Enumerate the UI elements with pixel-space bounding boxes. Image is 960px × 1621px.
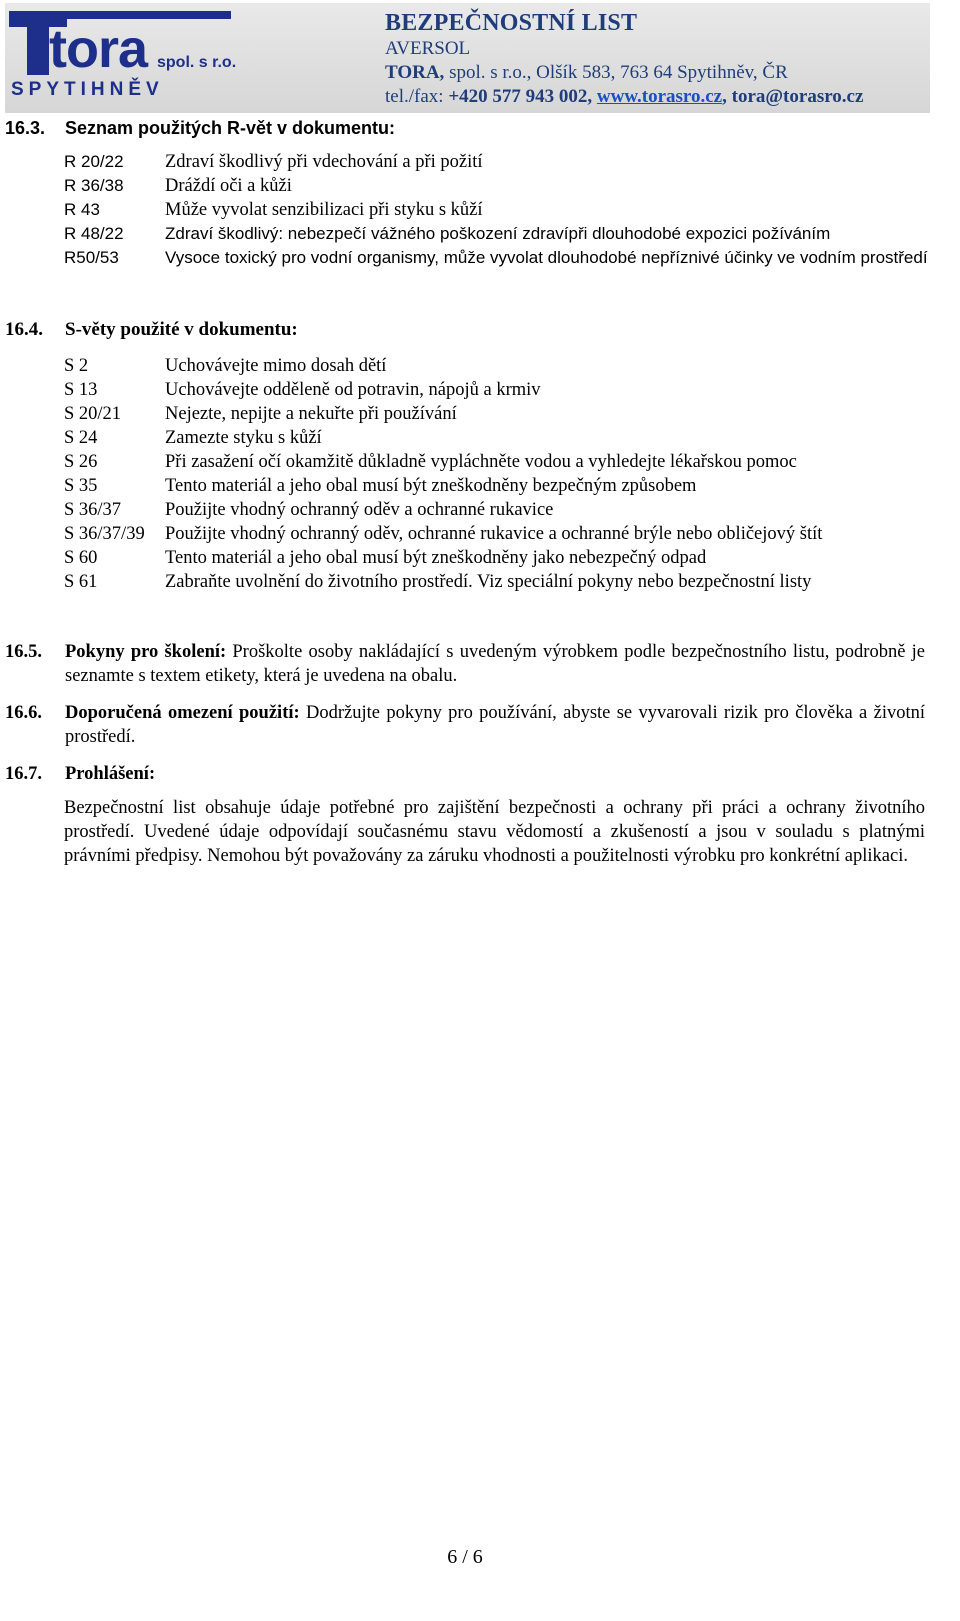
declaration-text: Bezpečnostní list obsahuje údaje potřebné pro zajištění bezpečnosti a ochrany při práci a ochrany životního prostředí. Uvedené údaje odpovídají současnému stavu vědomostí a zkušeností a jsou v souladu s platnými právními předpisy. Nemohou být považovány za záruku vhodnosti a použitelnosti výrobku pro konkrétní aplikaci.: [64, 798, 925, 866]
list-item: S 26 Při zasažení očí okamžitě důkladně vypláchněte vodou a vyhledejte lékařskou pomoc: [64, 452, 797, 472]
list-item: R 43 Může vyvolat senzibilizaci při styku s kůží: [64, 200, 483, 220]
list-item: R 36/38 Dráždí oči a kůži: [64, 176, 292, 196]
s-phrase-list: [64, 354, 930, 594]
tora-logo: [9, 11, 239, 101]
section-16-3-heading: 16.3. Seznam použitých R-vět v dokumentu:: [5, 118, 396, 138]
svg-text:SPYTIHNĚV: SPYTIHNĚV: [11, 79, 164, 100]
list-item: S 36/37/39 Použijte vhodný ochranný oděv, ochranné rukavice a ochranné brýle nebo obličejový štít: [64, 524, 823, 544]
list-item: S 35 Tento materiál a jeho obal musí být zneškodněny bezpečným způsobem: [64, 476, 697, 496]
list-item: S 60 Tento materiál a jeho obal musí být zneškodněny jako nebezpečný odpad: [64, 548, 707, 568]
section-16-4-heading: 16.4. S-věty použité v dokumentu:: [5, 319, 298, 340]
page-header: [5, 3, 930, 113]
svg-text:tora: tora: [49, 19, 148, 79]
list-item: S 36/37 Použijte vhodný ochranný oděv a ochranné rukavice: [64, 500, 554, 520]
list-item: R 48/22 Zdraví škodlivý: nebezpečí vážného poškození zdravípři dlouhodobé expozici požíváním: [64, 224, 831, 243]
section-16-6: 16.6. Doporučená omezení použití: Dodržujte pokyny pro používání, abyste se vyvarovali rizik pro člověka a životní prostředí.: [5, 703, 925, 747]
list-item: R50/53 Vysoce toxický pro vodní organismy, může vyvolat dlouhodobé nepříznivé účinky ve vodním prostředí: [64, 248, 928, 267]
product-name: AVERSOL: [385, 38, 471, 59]
section-16-5: 16.5. Pokyny pro školení: Proškolte osoby nakládající s uvedeným výrobkem podle bezpečnostního listu, podrobně je seznamte s textem etikety, která je uvedena na obalu.: [5, 642, 925, 686]
list-item: R 20/22 Zdraví škodlivý při vdechování a při požití: [64, 152, 483, 172]
r-phrase-list: [64, 150, 930, 270]
list-item: S 2 Uchovávejte mimo dosah dětí: [64, 356, 387, 376]
list-item: S 13 Uchovávejte odděleně od potravin, nápojů a krmiv: [64, 380, 541, 400]
section-16-7-heading: 16.7. Prohlášení:: [5, 764, 156, 784]
list-item: S 20/21 Nejezte, nepijte a nekuřte při používání: [64, 404, 457, 424]
list-item: S 61 Zabraňte uvolnění do životního prostředí. Viz speciální pokyny nebo bezpečnostní listy: [64, 572, 812, 592]
company-contact: tel./fax: +420 577 943 002, www.torasro.cz, tora@torasro.cz: [385, 86, 864, 107]
company-block: [385, 9, 925, 109]
svg-text:spol. s r.o.: spol. s r.o.: [157, 54, 237, 71]
company-address: TORA, spol. s r.o., Olšík 583, 763 64 Spytihněv, ČR: [385, 62, 788, 83]
list-item: S 24 Zamezte styku s kůží: [64, 428, 322, 448]
page-number: 6 / 6: [447, 1546, 483, 1568]
document-title: BEZPEČNOSTNÍ LIST: [385, 10, 638, 36]
website-link[interactable]: www.torasro.cz: [596, 86, 723, 107]
